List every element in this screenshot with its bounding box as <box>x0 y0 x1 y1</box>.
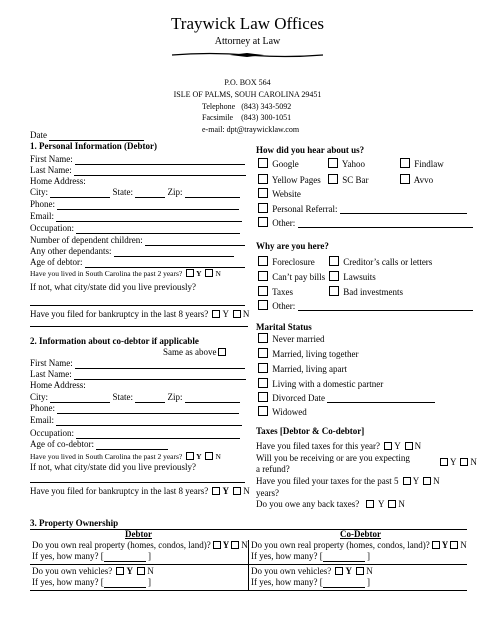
codebtor-column-head: Co-Debtor <box>340 529 381 539</box>
why-other-option[interactable] <box>256 300 473 311</box>
codebtor-home-address-field[interactable] <box>30 380 86 391</box>
yes-label: Y <box>222 540 230 550</box>
taxes-option[interactable] <box>256 286 293 297</box>
lawsuits-option[interactable] <box>327 271 376 282</box>
no-label: N <box>460 540 467 550</box>
debtor-vehicles-question[interactable] <box>32 566 154 577</box>
taxes-section-title: Taxes [Debtor & Co-debtor] <box>256 426 365 436</box>
widowed-label: Widowed <box>272 407 307 417</box>
how-many-input[interactable] <box>323 561 365 562</box>
home-address-label: Home Address: <box>30 176 86 186</box>
facsimile-value: (843) 300-1051 <box>241 113 292 122</box>
codebtor-bankruptcy-question[interactable] <box>30 486 250 497</box>
back-taxes-label: Do you owe any back taxes? <box>256 499 360 509</box>
past5-question[interactable] <box>256 476 440 487</box>
taxes-label: Taxes <box>272 287 293 297</box>
previous-location-line[interactable] <box>30 305 245 306</box>
google-checkbox[interactable] <box>258 158 268 168</box>
no-checkbox[interactable] <box>356 567 364 575</box>
firm-subtitle: Attorney at Law <box>214 36 281 47</box>
how-many-label: If yes, how many? [ <box>251 551 323 561</box>
debtor-lived-sc-question[interactable] <box>30 268 221 279</box>
state-input[interactable] <box>135 197 165 198</box>
divorced-label: Divorced Date <box>272 393 325 403</box>
divorced-checkbox[interactable] <box>258 392 268 402</box>
findlaw-option[interactable] <box>398 158 444 169</box>
email-line: e-mail: dpt@traywicklaw.com <box>202 125 300 134</box>
divorced-date-input[interactable] <box>327 402 435 403</box>
property-row-divider <box>30 564 467 565</box>
lawsuits-label: Lawsuits <box>343 272 376 282</box>
state-label: State: <box>112 187 134 197</box>
why-section-title: Why are you here? <box>256 241 329 251</box>
cant-pay-checkbox[interactable] <box>258 271 268 281</box>
no-label: N <box>147 566 154 576</box>
codebtor-email-field[interactable] <box>30 415 242 426</box>
widowed-option[interactable] <box>256 406 307 417</box>
no-checkbox[interactable] <box>450 541 458 549</box>
divorced-option[interactable] <box>256 392 435 403</box>
codebtor-city-state-zip[interactable] <box>30 392 240 403</box>
zip-label: Zip: <box>167 392 183 402</box>
personal-referral-checkbox[interactable] <box>258 203 268 213</box>
hear-other-checkbox[interactable] <box>258 217 268 227</box>
yes-label: Y <box>196 452 202 461</box>
personal-referral-input[interactable] <box>340 213 467 214</box>
phone-input[interactable] <box>57 413 239 414</box>
close-bracket: ] <box>366 551 370 561</box>
no-checkbox[interactable] <box>233 487 241 495</box>
last-name-label: Last Name: <box>30 165 72 175</box>
refund-yes-no[interactable] <box>438 457 477 468</box>
yes-label: Y <box>196 269 202 278</box>
lived-sc-label: Have you lived in South Carolina the past 2 years? <box>30 269 183 278</box>
yes-checkbox[interactable] <box>186 452 194 460</box>
website-option[interactable] <box>256 188 301 199</box>
widowed-checkbox[interactable] <box>258 406 268 416</box>
yellow-pages-checkbox[interactable] <box>258 174 268 184</box>
phone-input[interactable] <box>57 209 239 210</box>
taxes-checkbox[interactable] <box>258 286 268 296</box>
hear-other-option[interactable] <box>256 217 473 228</box>
email-input[interactable] <box>56 221 242 222</box>
bankruptcy-label: Have you filed for bankruptcy in the last 8 years? <box>30 309 209 319</box>
other-dependants-label: Any other dependants: <box>30 246 112 256</box>
property-table-top-border <box>30 529 467 530</box>
domestic-partner-checkbox[interactable] <box>258 378 268 388</box>
bad-investments-checkbox[interactable] <box>329 286 339 296</box>
debtor-city-state-zip[interactable] <box>30 187 240 198</box>
telephone-line <box>202 101 291 112</box>
codebtor-phone-field[interactable] <box>30 403 239 414</box>
no-label: N <box>215 269 221 278</box>
creditors-label: Creditor’s calls or letters <box>343 257 433 267</box>
codebtor-first-name-field[interactable] <box>30 358 245 369</box>
zip-input[interactable] <box>185 197 240 198</box>
personal-referral-option[interactable] <box>256 203 467 214</box>
occupation-input[interactable] <box>76 233 240 234</box>
age-label: Age of co-debtor: <box>30 439 94 449</box>
yellow-pages-option[interactable] <box>256 174 321 185</box>
age-label: Age of debtor: <box>30 257 83 267</box>
debtor-real-property-question[interactable] <box>32 540 248 551</box>
debtor-column-head: Debtor <box>125 529 152 539</box>
married-together-label: Married, living together <box>272 349 359 359</box>
married-apart-option[interactable] <box>256 363 347 374</box>
no-checkbox[interactable] <box>460 458 468 466</box>
debtor-phone-field[interactable] <box>30 199 239 210</box>
findlaw-label: Findlaw <box>414 159 444 169</box>
yes-checkbox[interactable] <box>432 541 440 549</box>
how-many-label: If yes, how many? [ <box>32 577 104 587</box>
telephone-value: (843) 343-5092 <box>241 102 292 111</box>
avvo-checkbox[interactable] <box>400 174 410 184</box>
real-property-label: Do you own real property (homes, condos, land)? <box>251 540 430 550</box>
codebtor-section-title: 2. Information about co-debtor if applicable <box>30 336 199 346</box>
city-input[interactable] <box>50 197 110 198</box>
yes-label: Y <box>394 441 401 451</box>
avvo-label: Avvo <box>413 175 434 185</box>
codebtor-age-field[interactable] <box>30 439 168 450</box>
property-table-bottom-border <box>30 590 467 591</box>
no-checkbox[interactable] <box>233 310 241 318</box>
never-married-label: Never married <box>272 334 325 344</box>
debtor-section-title: 1. Personal Information (Debtor) <box>30 141 157 151</box>
no-checkbox[interactable] <box>137 567 145 575</box>
debtor-home-address-field[interactable] <box>30 176 86 187</box>
google-label: Google <box>272 159 299 169</box>
facsimile-line <box>202 112 291 123</box>
debtor-other-dependants-field[interactable] <box>30 246 234 257</box>
yes-checkbox[interactable] <box>440 458 448 466</box>
occupation-label: Occupation: <box>30 428 74 438</box>
sc-bar-option[interactable] <box>326 174 369 185</box>
yes-checkbox[interactable] <box>335 567 343 575</box>
yes-checkbox[interactable] <box>366 500 374 508</box>
cant-pay-option[interactable] <box>256 271 325 282</box>
yes-label: Y <box>345 566 352 576</box>
email-input[interactable] <box>56 425 242 426</box>
foreclosure-checkbox[interactable] <box>258 256 268 266</box>
yes-label: Y <box>222 486 229 496</box>
sc-bar-label: SC Bar <box>342 175 369 185</box>
hear-section-title: How did you hear about us? <box>256 145 365 155</box>
no-label: N <box>414 441 422 451</box>
age-input[interactable] <box>96 449 168 450</box>
address-line-1: P.O. BOX 564 <box>224 78 271 87</box>
no-label: N <box>242 309 250 319</box>
no-label: N <box>433 476 440 486</box>
no-label: N <box>470 457 477 467</box>
codebtor-real-property-question[interactable] <box>251 540 467 551</box>
yes-checkbox[interactable] <box>186 269 194 277</box>
yahoo-option[interactable] <box>326 158 365 169</box>
first-name-label: First Name: <box>30 358 73 368</box>
no-label: N <box>366 566 373 576</box>
never-married-option[interactable] <box>256 333 324 344</box>
how-many-input[interactable] <box>104 587 146 588</box>
lived-sc-label: Have you lived in South Carolina the past 2 years? <box>30 452 183 461</box>
creditors-checkbox[interactable] <box>329 256 339 266</box>
yes-checkbox[interactable] <box>116 567 124 575</box>
firm-name: Traywick Law Offices <box>171 14 324 33</box>
filed-this-year-question[interactable] <box>256 441 421 452</box>
address-line-2: ISLE OF PALMS, SOUH CAROLINA 29451 <box>173 90 322 99</box>
city-label: City: <box>30 187 49 197</box>
codebtor-lived-sc-question[interactable] <box>30 451 221 462</box>
section-divider <box>30 326 248 327</box>
yes-checkbox[interactable] <box>403 477 411 485</box>
married-together-option[interactable] <box>256 348 358 359</box>
bankruptcy-label: Have you filed for bankruptcy in the last 8 years? <box>30 486 209 496</box>
domestic-partner-option[interactable] <box>256 378 383 389</box>
debtor-dependents-field[interactable] <box>30 235 245 246</box>
never-married-checkbox[interactable] <box>258 333 268 343</box>
debtor-first-name-field[interactable] <box>30 154 245 165</box>
debtor-previous-location-question: If not, what city/state did you live previously? <box>30 282 196 292</box>
last-name-label: Last Name: <box>30 369 72 379</box>
google-option[interactable] <box>256 158 299 169</box>
city-label: City: <box>30 392 49 402</box>
foreclosure-option[interactable] <box>256 256 315 267</box>
same-as-above-label: Same as above <box>163 347 217 357</box>
findlaw-checkbox[interactable] <box>400 158 410 168</box>
debtor-real-property-count[interactable] <box>32 551 151 562</box>
past5-question-cont: years? <box>256 488 279 498</box>
close-bracket: ] <box>147 551 151 561</box>
why-other-label: Other: <box>272 301 296 311</box>
first-name-label: First Name: <box>30 154 73 164</box>
bad-investments-option[interactable] <box>327 286 403 297</box>
married-together-checkbox[interactable] <box>258 348 268 358</box>
why-other-checkbox[interactable] <box>258 300 268 310</box>
no-label: N <box>398 499 405 509</box>
yes-checkbox[interactable] <box>213 541 221 549</box>
codebtor-vehicles-question[interactable] <box>251 566 373 577</box>
foreclosure-label: Foreclosure <box>272 257 315 267</box>
close-bracket: ] <box>147 577 151 587</box>
no-checkbox[interactable] <box>205 269 213 277</box>
back-taxes-question[interactable] <box>256 499 405 510</box>
no-checkbox[interactable] <box>388 500 396 508</box>
domestic-partner-label: Living with a domestic partner <box>272 379 384 389</box>
yellow-pages-label: Yellow Pages <box>271 175 321 185</box>
refund-question-cont: a refund? <box>256 464 290 474</box>
marital-section-title: Marital Status <box>256 322 312 332</box>
no-label: N <box>215 452 221 461</box>
yes-checkbox[interactable] <box>384 442 392 450</box>
no-checkbox[interactable] <box>231 541 239 549</box>
facsimile-label: Facsimile <box>202 113 234 122</box>
yes-checkbox[interactable] <box>212 487 220 495</box>
no-label: N <box>243 486 250 496</box>
yes-label: Y <box>450 457 457 467</box>
creditors-option[interactable] <box>327 256 432 267</box>
hear-other-label: Other: <box>272 218 296 228</box>
property-column-divider <box>248 540 249 590</box>
website-label: Website <box>272 189 301 199</box>
codebtor-occupation-field[interactable] <box>30 428 240 439</box>
same-as-above-checkbox[interactable] <box>218 348 226 356</box>
no-label: N <box>241 540 248 550</box>
date-label: Date <box>30 130 47 140</box>
codebtor-last-name-field[interactable] <box>30 369 246 380</box>
no-checkbox[interactable] <box>205 452 213 460</box>
date-field[interactable] <box>30 130 144 141</box>
yes-label: Y <box>377 499 385 509</box>
last-name-input[interactable] <box>74 175 246 176</box>
state-label: State: <box>112 392 134 402</box>
debtor-age-field[interactable] <box>30 257 245 268</box>
yahoo-label: Yahoo <box>341 159 366 169</box>
email-label: Email: <box>30 415 54 425</box>
how-many-label: If yes, how many? [ <box>251 577 323 587</box>
home-address-label: Home Address: <box>30 380 86 390</box>
codebtor-vehicles-count[interactable] <box>251 577 370 588</box>
phone-label: Phone: <box>30 199 56 209</box>
last-name-input[interactable] <box>74 379 246 380</box>
website-checkbox[interactable] <box>258 188 268 198</box>
occupation-label: Occupation: <box>30 223 74 233</box>
filed-this-year-label: Have you filed taxes for this year? <box>256 441 380 451</box>
no-checkbox[interactable] <box>405 442 413 450</box>
vehicles-label: Do you own vehicles? <box>32 566 113 576</box>
yes-checkbox[interactable] <box>212 310 220 318</box>
same-as-above-option[interactable] <box>163 347 228 358</box>
property-section-title: 3. Property Ownership <box>30 518 119 528</box>
close-bracket: ] <box>366 577 370 587</box>
bad-investments-label: Bad investments <box>343 287 403 297</box>
how-many-label: If yes, how many? [ <box>32 551 104 561</box>
married-apart-checkbox[interactable] <box>258 363 268 373</box>
yes-label: Y <box>126 566 133 576</box>
codebtor-previous-location-question: If not, what city/state did you live previously? <box>30 462 196 472</box>
debtor-bankruptcy-question[interactable] <box>30 309 249 320</box>
why-other-input[interactable] <box>298 310 473 311</box>
cant-pay-label: Can’t pay bills <box>272 272 326 282</box>
how-many-input[interactable] <box>323 587 365 588</box>
phone-label: Phone: <box>30 403 56 413</box>
married-apart-label: Married, living apart <box>272 364 347 374</box>
hear-other-input[interactable] <box>298 227 473 228</box>
codebtor-real-property-count[interactable] <box>251 551 370 562</box>
debtor-occupation-field[interactable] <box>30 223 240 234</box>
yes-label: Y <box>441 540 449 550</box>
yahoo-checkbox[interactable] <box>328 158 338 168</box>
sc-bar-checkbox[interactable] <box>328 174 338 184</box>
personal-referral-label: Personal Referral: <box>272 204 338 214</box>
avvo-option[interactable] <box>398 174 433 185</box>
email-label: Email: <box>30 211 54 221</box>
dependents-label: Number of dependent children: <box>30 235 143 245</box>
past5-label: Have you filed your taxes for the past 5 <box>256 476 399 486</box>
yes-label: Y <box>412 476 419 486</box>
no-checkbox[interactable] <box>423 477 431 485</box>
debtor-vehicles-count[interactable] <box>32 577 151 588</box>
real-property-label: Do you own real property (homes, condos, land)? <box>32 540 211 550</box>
how-many-input[interactable] <box>104 561 146 562</box>
previous-location-line[interactable] <box>30 482 245 483</box>
lawsuits-checkbox[interactable] <box>329 271 339 281</box>
decorative-divider-icon <box>170 51 325 59</box>
debtor-email-field[interactable] <box>30 211 242 222</box>
refund-question: Will you be receiving or are you expecting <box>256 453 410 463</box>
zip-label: Zip: <box>167 187 183 197</box>
debtor-last-name-field[interactable] <box>30 165 246 176</box>
yes-label: Y <box>222 309 229 319</box>
telephone-label: Telephone <box>202 102 236 111</box>
vehicles-label: Do you own vehicles? <box>251 566 332 576</box>
